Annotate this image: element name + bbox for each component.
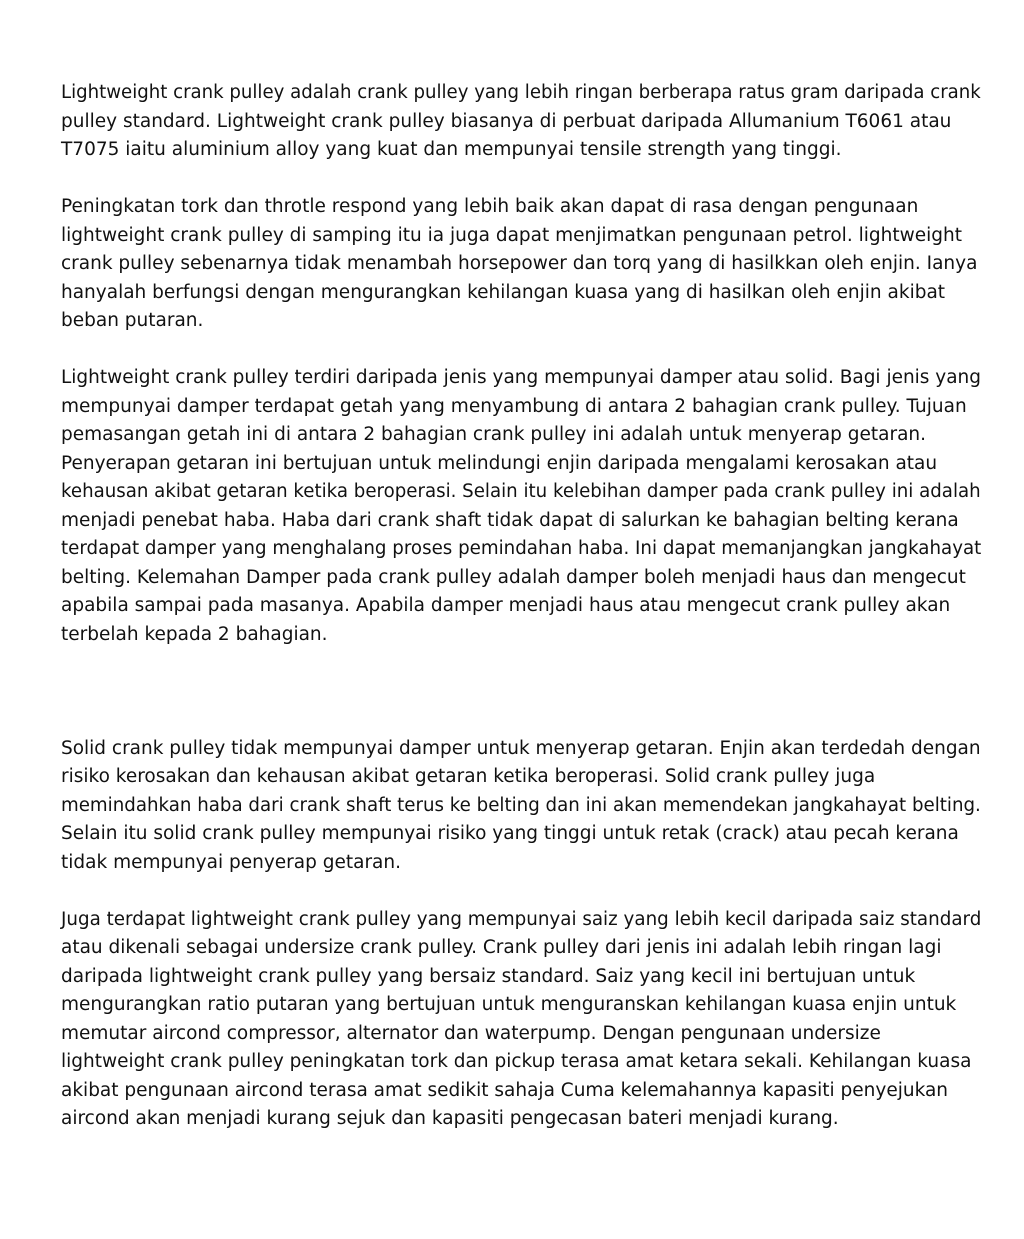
paragraph-5: [61, 906, 981, 1134]
text-line: T7075 iaitu aluminium alloy yang kuat dan mempunyai tensile strength yang tinggi.: [61, 139, 842, 160]
document-page: [61, 79, 981, 1134]
text-line: Solid crank pulley tidak mempunyai damper untuk menyerap getaran. Enjin akan terdedah dengan: [61, 737, 981, 759]
paragraph-3: [61, 364, 981, 649]
text-line: atau dikenali sebagai undersize crank pulley. Crank pulley dari jenis ini adalah lebih ringan lagi: [61, 937, 942, 958]
text-line: Selain itu solid crank pulley mempunyai risiko yang tinggi untuk retak (crack) atau pecah kerana: [61, 823, 959, 844]
paragraph-spacer: [61, 165, 981, 194]
text-line: daripada lightweight crank pulley yang bersaiz standard. Saiz yang kecil ini bertujuan untuk: [61, 965, 916, 987]
text-line: hanyalah berfungsi dengan mengurangkan kehilangan kuasa yang di hasilkan oleh enjin akibat: [61, 281, 946, 303]
text-line: Penyerapan getaran ini bertujuan untuk melindungi enjin daripada mengalami kerosakan atau: [61, 452, 938, 474]
text-line: mengurangkan ratio putaran yang bertujuan untuk menguranskan kehilangan kuasa enjin untuk: [61, 994, 957, 1015]
text-line: menjadi penebat haba. Haba dari crank shaft tidak dapat di salurkan ke bahagian belting kerana: [61, 509, 959, 531]
text-line: lightweight crank pulley di samping itu ia juga dapat menjimatkan pengunaan petrol. lightweight: [61, 224, 962, 246]
text-line: memindahkan haba dari crank shaft terus ke belting dan ini akan memendekan jangkahayat belting.: [61, 794, 981, 816]
paragraph-1: [61, 79, 981, 165]
text-line: Lightweight crank pulley adalah crank pulley yang lebih ringan berberapa ratus gram daripada crank: [61, 82, 981, 103]
text-line: beban putaran.: [61, 310, 204, 331]
text-line: memutar aircond compressor, alternator dan waterpump. Dengan pengunaan undersize: [61, 1022, 881, 1044]
paragraph-4: [61, 735, 981, 878]
text-line: belting. Kelemahan Damper pada crank pulley adalah damper boleh menjadi haus dan mengecut: [61, 566, 966, 588]
text-line: pulley standard. Lightweight crank pulley biasanya di perbuat daripada Allumanium T6061 atau: [61, 110, 952, 132]
text-line: akibat pengunaan aircond terasa amat sedikit sahaja Cuma kelemahannya kapasiti penyejukan: [61, 1079, 949, 1101]
text-line: risiko kerosakan dan kehausan akibat getaran ketika beroperasi. Solid crank pulley juga: [61, 766, 876, 787]
text-line: terdapat damper yang menghalang proses pemindahan haba. Ini dapat memanjangkan jangkahayat: [61, 538, 982, 559]
paragraph-spacer: [61, 649, 981, 735]
text-line: Lightweight crank pulley terdiri daripada jenis yang mempunyai damper atau solid. Bagi jenis yang: [61, 367, 982, 388]
text-line: tidak mempunyai penyerap getaran.: [61, 851, 402, 873]
text-line: kehausan akibat getaran ketika beroperasi. Selain itu kelebihan damper pada crank pulley ini adalah: [61, 481, 981, 502]
text-line: terbelah kepada 2 bahagian.: [61, 623, 328, 645]
text-line: mempunyai damper terdapat getah yang menyambung di antara 2 bahagian crank pulley. Tujuan: [61, 395, 967, 417]
paragraph-2: [61, 193, 981, 336]
text-line: apabila sampai pada masanya. Apabila damper menjadi haus atau mengecut crank pulley akan: [61, 595, 951, 616]
paragraph-spacer: [61, 336, 981, 365]
text-line: lightweight crank pulley peningkatan tork dan pickup terasa amat ketara sekali. Kehilangan kuasa: [61, 1051, 972, 1072]
text-line: Peningkatan tork dan throtle respond yang lebih baik akan dapat di rasa dengan pengunaan: [61, 196, 919, 217]
paragraph-spacer: [61, 877, 981, 906]
text-line: crank pulley sebenarnya tidak menambah horsepower dan torq yang di hasilkkan oleh enjin. Ianya: [61, 253, 978, 274]
text-line: pemasangan getah ini di antara 2 bahagian crank pulley ini adalah untuk menyerap getaran.: [61, 424, 927, 445]
text-line: Juga terdapat lightweight crank pulley yang mempunyai saiz yang lebih kecil daripada saiz standard: [61, 908, 982, 930]
text-line: aircond akan menjadi kurang sejuk dan kapasiti pengecasan bateri menjadi kurang.: [61, 1108, 839, 1129]
